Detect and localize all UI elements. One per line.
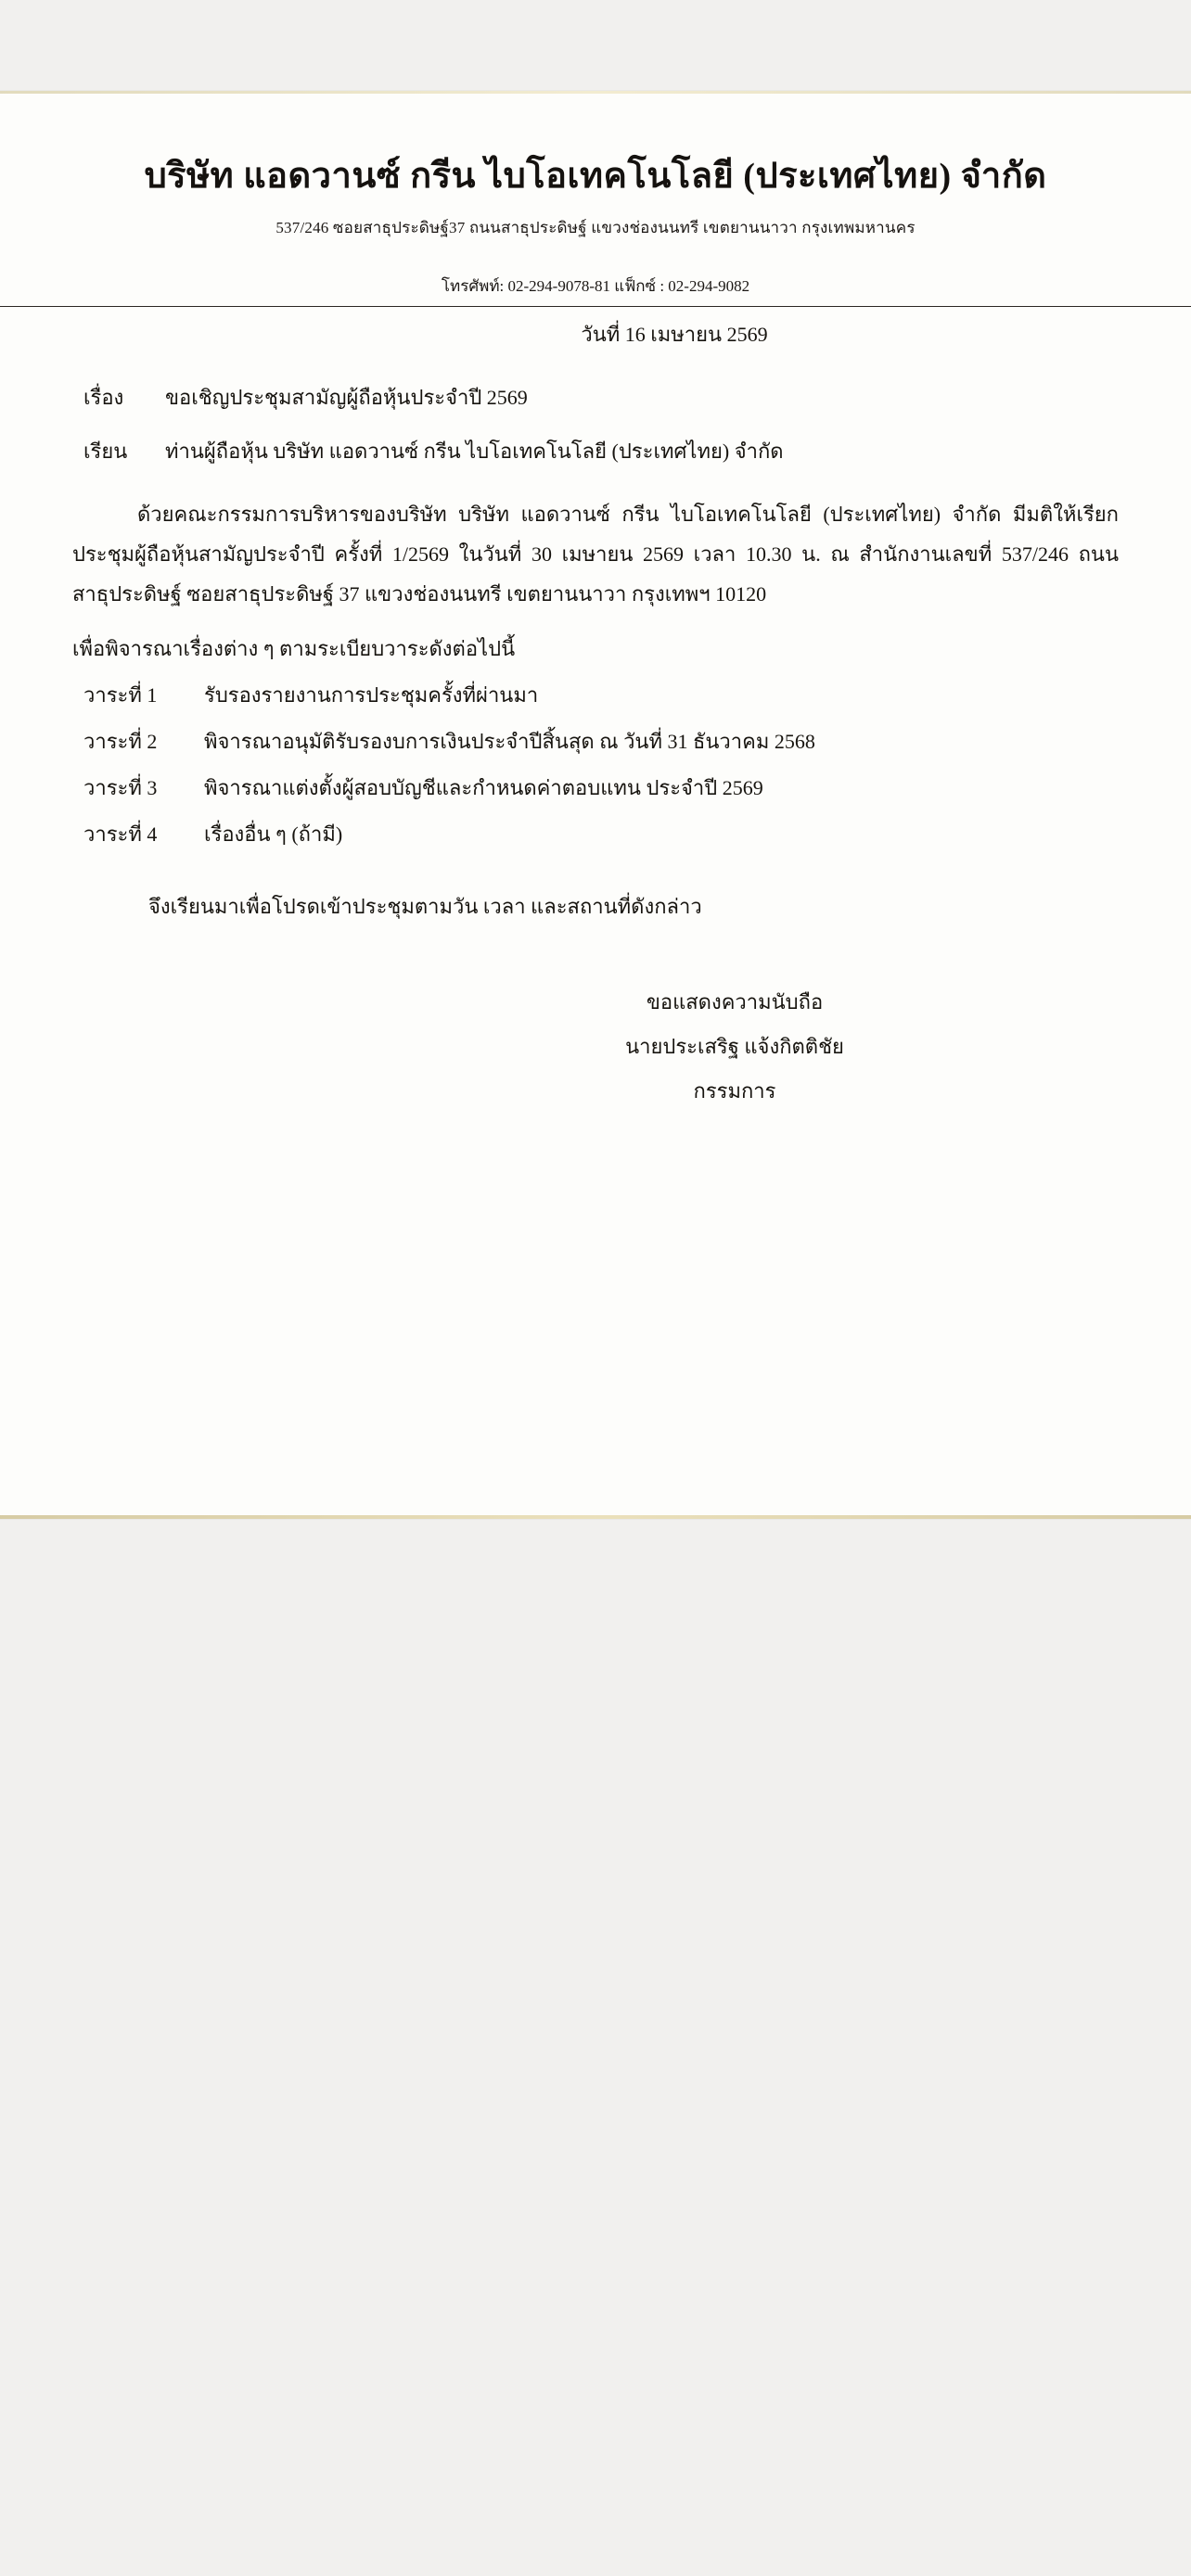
letterhead xyxy=(0,91,1191,299)
letterhead-divider xyxy=(0,306,1191,307)
recipient-label: เรียน xyxy=(83,440,128,463)
page-background-top xyxy=(0,0,1191,91)
recipient-row xyxy=(83,441,1191,462)
company-phone: โทรศัพท์: 02-294-9078-81 แฟ็กซ์ : 02-294-9082 xyxy=(441,276,750,295)
recipient-value: ท่านผู้ถือหุ้น บริษัท แอดวานซ์ กรีน ไบโอเทคโนโลยี (ประเทศไทย) จำกัด xyxy=(165,440,784,463)
page-background-bottom xyxy=(0,1519,1191,2576)
agenda-item xyxy=(83,775,1191,799)
subject-row xyxy=(83,388,1191,408)
agenda-item-text: พิจารณาอนุมัติรับรองบการเงินประจำปีสิ้นสุด ณ วันที่ 31 ธันวาคม 2568 xyxy=(204,729,815,753)
agenda-item-text: พิจารณาแต่งตั้งผู้สอบบัญชีและกำหนดค่าตอบแทน ประจำปี 2569 xyxy=(204,775,763,799)
agenda-intro: เพื่อพิจารณาเรื่องต่าง ๆ ตามระเบียบวาระดังต่อไปนี้ xyxy=(72,636,516,660)
main-paragraph-text: ด้วยคณะกรรมการบริหารของบริษัท บริษัท แอดวานซ์ กรีน ไบโอเทคโนโลยี (ประเทศไทย) จำกัด มีมติให้เรียกประชุมผู้ถือหุ้นสามัญประจำปี ครั้งที่ 1/2569 ในวันที่ 30 เมษายน 2569 เวลา 10.30 น. ณ สำนักงานเลขที่ 537/246 ถนนสาธุประดิษฐ์ ซอยสาธุประดิษฐ์ 37 แขวงช่องนนทรี เขตยานนาวา กรุงเทพฯ 10120 xyxy=(72,503,1119,606)
document-body xyxy=(0,325,1191,1115)
agenda-item-number: วาระที่ 3 xyxy=(83,775,158,799)
main-paragraph xyxy=(72,495,1119,615)
agenda-item xyxy=(83,729,1191,753)
subject-value: ขอเชิญประชุมสามัญผู้ถือหุ้นประจำปี 2569 xyxy=(165,386,528,409)
company-address: 537/246 ซอยสาธุประดิษฐ์37 ถนนสาธุประดิษฐ์ แขวงช่องนนทรี เขตยานนาวา กรุงเทพมหานคร xyxy=(275,218,916,236)
agenda-item xyxy=(83,824,1191,845)
company-name: บริษัท แอดวานซ์ กรีน ไบโอเทคโนโลยี (ประเทศไทย) จำกัด xyxy=(144,157,1047,196)
signature-regards: ขอแสดงความนับถือ xyxy=(646,989,824,1014)
agenda-item-number: วาระที่ 4 xyxy=(83,822,158,846)
signature-name: นายประเสริฐ แจ้งกิตติชัย xyxy=(625,1035,844,1059)
closing-paragraph: จึงเรียนมาเพื่อโปรดเข้าประชุมตามวัน เวลา และสถานที่ดังกล่าว xyxy=(148,894,702,918)
agenda-item xyxy=(83,682,1191,707)
page-edge-bottom xyxy=(0,1515,1191,1519)
agenda-item-number: วาระที่ 1 xyxy=(83,682,158,707)
agenda-item-number: วาระที่ 2 xyxy=(83,729,158,753)
signature-title: กรรมการ xyxy=(693,1079,776,1103)
signature-block xyxy=(278,980,1191,1115)
subject-label: เรื่อง xyxy=(83,386,124,409)
document-date: วันที่ 16 เมษายน 2569 xyxy=(581,323,768,346)
agenda-item-text: เรื่องอื่น ๆ (ถ้ามี) xyxy=(204,822,343,846)
agenda-item-text: รับรองรายงานการประชุมครั้งที่ผ่านมา xyxy=(204,682,539,707)
document-page xyxy=(0,91,1191,1519)
